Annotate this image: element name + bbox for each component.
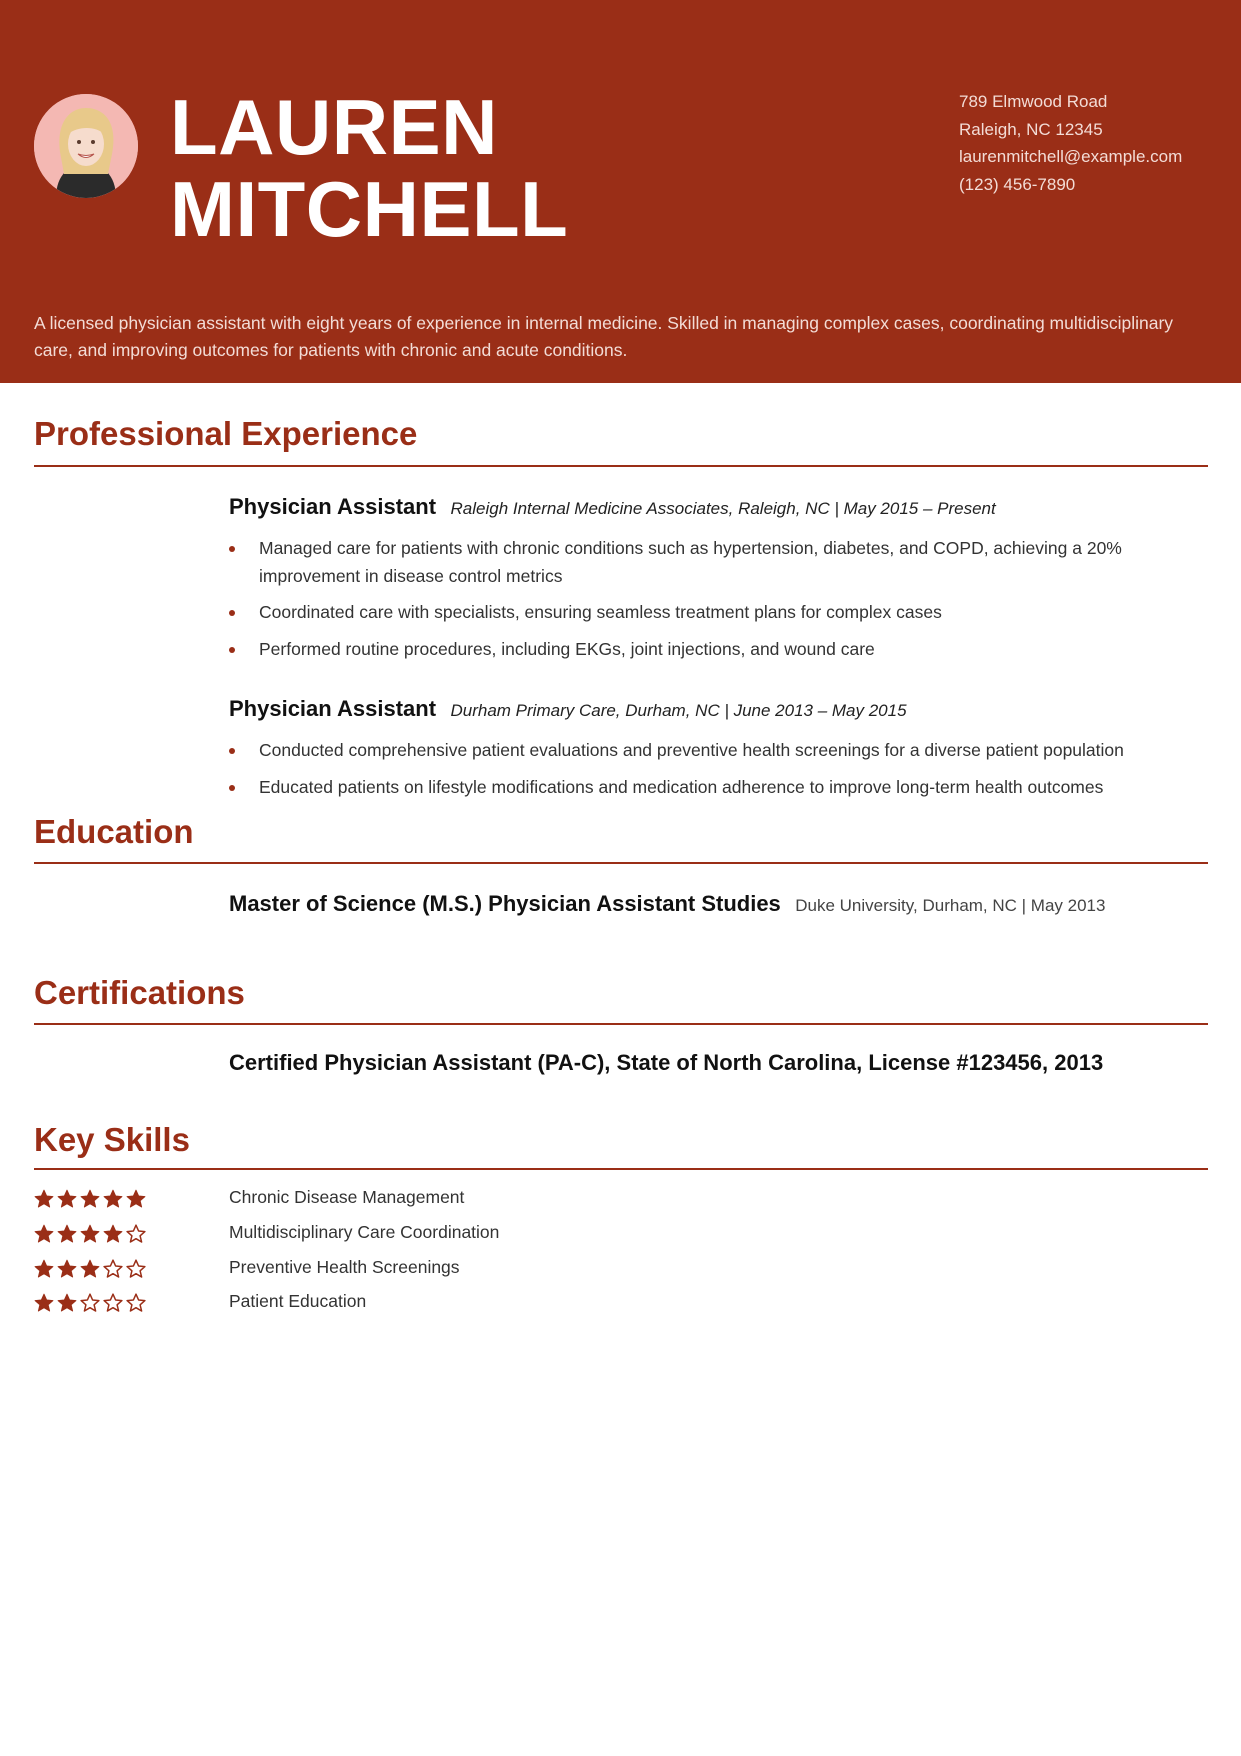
job-title: Physician Assistant: [229, 494, 437, 519]
star-filled-icon: [57, 1224, 77, 1244]
section-divider: [34, 1023, 1208, 1025]
job-bullet: Managed care for patients with chronic conditions such as hypertension, diabetes, and COPD, achieving a 20% improvement in disease control metrics: [229, 534, 1159, 590]
job-meta: Durham Primary Care, Durham, NC | June 2013 – May 2015: [450, 701, 907, 720]
star-filled-icon: [80, 1224, 100, 1244]
star-filled-icon: [103, 1224, 123, 1244]
skill-row: [34, 1222, 734, 1252]
job-bullet: Conducted comprehensive patient evaluations and preventive health screenings for a diverse patient population: [229, 736, 1159, 764]
skill-row: [34, 1257, 734, 1287]
job-bullet: Performed routine procedures, including EKGs, joint injections, and wound care: [229, 635, 1159, 663]
job-bullet: Educated patients on lifestyle modifications and medication adherence to improve long-term health outcomes: [229, 773, 1159, 801]
skill-name: Patient Education: [229, 1291, 367, 1311]
job-meta: Raleigh Internal Medicine Associates, Raleigh, NC | May 2015 – Present: [450, 499, 996, 518]
section-title-experience: Professional Experience: [34, 415, 418, 452]
job-header: [229, 494, 996, 520]
skill-rating: [34, 1259, 146, 1281]
degree: Master of Science (M.S.) Physician Assistant Studies: [229, 891, 781, 916]
skill-name: Preventive Health Screenings: [229, 1257, 460, 1277]
star-filled-icon: [126, 1189, 146, 1209]
star-filled-icon: [34, 1224, 54, 1244]
section-title-certifications: Certifications: [34, 974, 245, 1011]
first-name: LAUREN: [170, 83, 498, 171]
profile-summary: A licensed physician assistant with eight years of experience in internal medicine. Skilled in managing complex cases, coordinating multidisciplinary care, and improving outcomes for patients with chronic and acute conditions.: [34, 313, 1174, 360]
section-divider: [34, 465, 1208, 467]
section-divider: [34, 862, 1208, 864]
star-filled-icon: [103, 1189, 123, 1209]
job-bullet: Coordinated care with specialists, ensuring seamless treatment plans for complex cases: [229, 598, 1159, 626]
star-filled-icon: [57, 1293, 77, 1313]
person-portrait-icon: [34, 94, 138, 198]
star-empty-icon: [126, 1259, 146, 1279]
star-empty-icon: [126, 1293, 146, 1313]
star-filled-icon: [34, 1293, 54, 1313]
skill-row: [34, 1187, 734, 1217]
phone[interactable]: (123) 456-7890: [959, 174, 1076, 194]
star-filled-icon: [57, 1189, 77, 1209]
star-filled-icon: [34, 1259, 54, 1279]
education-entry: [229, 891, 1105, 917]
job-title: Physician Assistant: [229, 696, 437, 721]
star-filled-icon: [34, 1189, 54, 1209]
email[interactable]: laurenmitchell@example.com: [959, 147, 1183, 166]
skill-rating: [34, 1189, 146, 1211]
contact-info: [959, 88, 1182, 198]
section-divider: [34, 1168, 1208, 1170]
star-empty-icon: [80, 1293, 100, 1313]
certification-item: Certified Physician Assistant (PA-C), State of North Carolina, License #123456, 2013: [229, 1050, 1104, 1075]
candidate-name: [170, 83, 569, 253]
star-empty-icon: [103, 1293, 123, 1313]
star-filled-icon: [80, 1259, 100, 1279]
star-empty-icon: [103, 1259, 123, 1279]
last-name: MITCHELL: [170, 165, 569, 253]
section-title-education: Education: [34, 813, 194, 850]
skill-name: Chronic Disease Management: [229, 1187, 465, 1207]
resume-header: [0, 0, 1241, 383]
skill-rating: [34, 1293, 146, 1315]
education-meta: Duke University, Durham, NC | May 2013: [795, 896, 1106, 915]
star-filled-icon: [57, 1259, 77, 1279]
skill-row: [34, 1291, 734, 1321]
address-city: Raleigh, NC 12345: [959, 119, 1103, 139]
profile-photo: [34, 94, 138, 198]
skill-name: Multidisciplinary Care Coordination: [229, 1222, 500, 1242]
skill-rating: [34, 1224, 146, 1246]
star-empty-icon: [126, 1224, 146, 1244]
address-street: 789 Elmwood Road: [959, 92, 1108, 111]
star-filled-icon: [80, 1189, 100, 1209]
job-header: [229, 696, 907, 722]
section-title-skills: Key Skills: [34, 1121, 190, 1158]
